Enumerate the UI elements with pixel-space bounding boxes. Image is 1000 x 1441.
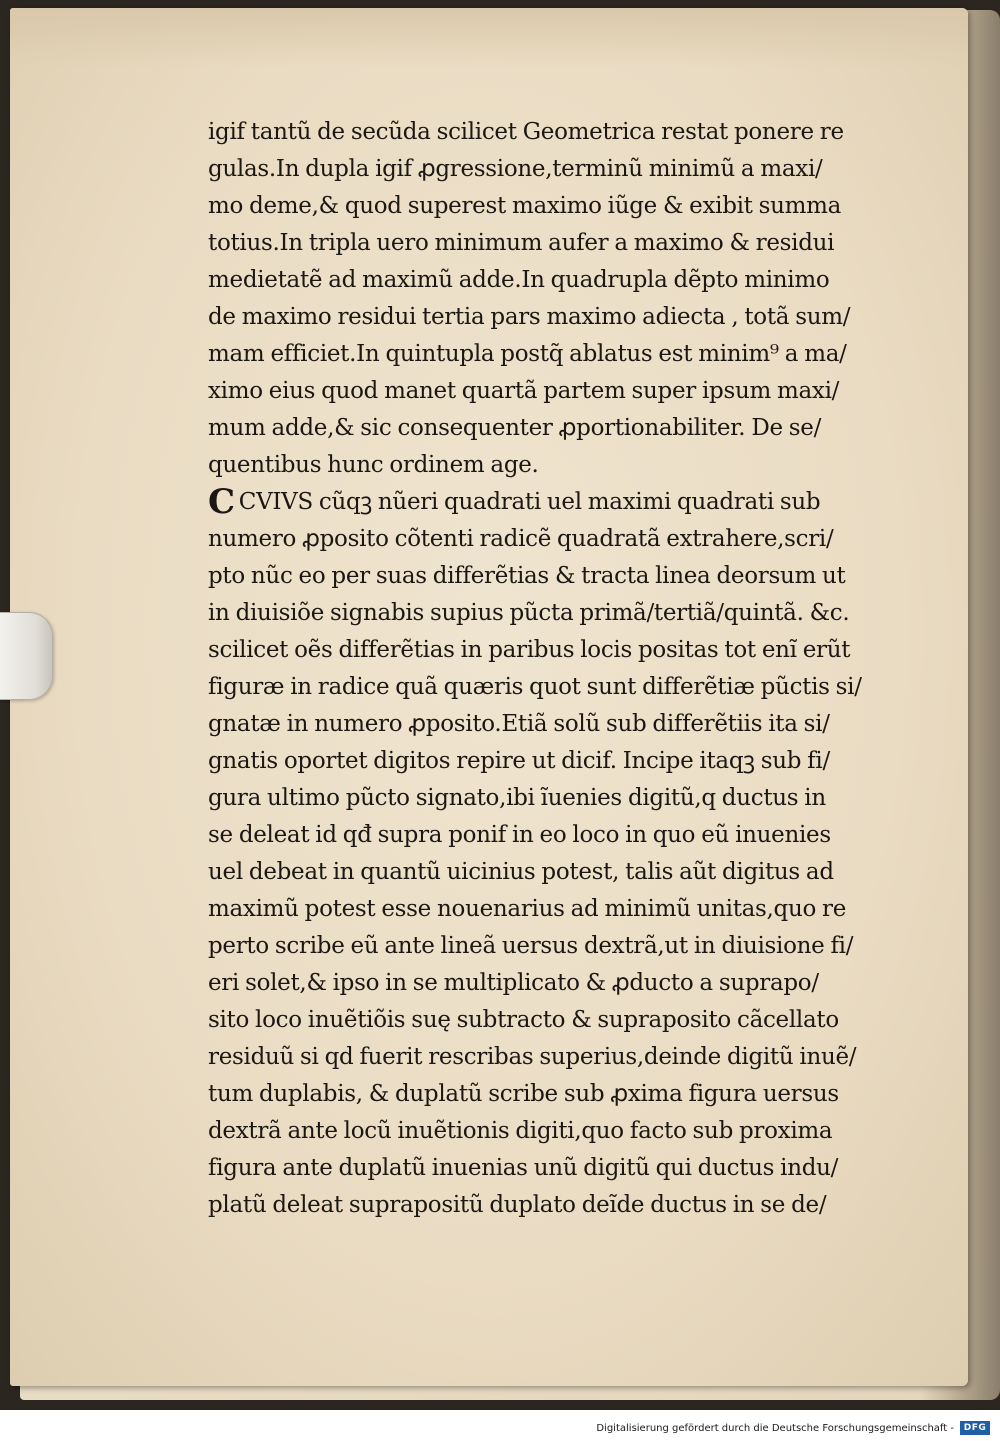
text-line: de maximo residui tertia pars maximo adiecta , totã sum/ bbox=[208, 304, 851, 330]
text-line: residuũ si qd fuerit rescribas superius,deinde digitũ inuẽ/ bbox=[208, 1044, 857, 1070]
dfg-logo-icon[interactable]: DFG bbox=[960, 1421, 990, 1435]
text-line: eri solet,& ipso in se multiplicato & ꝓducto a suprapo/ bbox=[208, 970, 819, 996]
text-line: mam efficiet.In quintupla postq̃ ablatus est minim⁹ a ma/ bbox=[208, 341, 847, 367]
section-line-text: CVIVS cũqꝫ nũeri quadrati uel maximi quadrati sub bbox=[238, 489, 821, 515]
page-text-block bbox=[208, 114, 898, 1224]
pilcrow-initial: C bbox=[208, 482, 235, 522]
text-line: medietatẽ ad maximũ adde.In quadrupla dẽpto minimo bbox=[208, 267, 830, 293]
section-first-line bbox=[208, 484, 898, 521]
page-top-shadow bbox=[10, 8, 968, 68]
text-line: dextrã ante locũ inuẽtionis digiti,quo facto sub proxima bbox=[208, 1118, 833, 1144]
text-line: gnatis oportet digitos repire ut dicif. Incipe itaqꝫ sub fi/ bbox=[208, 748, 830, 774]
text-line: tum duplabis, & duplatũ scribe sub ꝓxima figura uersus bbox=[208, 1081, 839, 1107]
text-line: se deleat id qđ supra ponif in eo loco in quo eũ inuenies bbox=[208, 822, 831, 848]
text-line: igif tantũ de secũda scilicet Geometrica restat ponere re bbox=[208, 119, 844, 145]
footer-credit: Digitalisierung gefördert durch die Deutsche Forschungsgemeinschaft - bbox=[596, 1423, 954, 1434]
text-line: gulas.In dupla igif ꝓgressione,terminũ minimũ a maxi/ bbox=[208, 156, 823, 182]
text-line: sito loco inuẽtiõis suę subtracto & supraposito cãcellato bbox=[208, 1007, 839, 1033]
text-line: figura ante duplatũ inuenias unũ digitũ qui ductus indu/ bbox=[208, 1155, 839, 1181]
text-line: figuræ in radice quã quæris quot sunt differẽtiæ pũctis si/ bbox=[208, 674, 862, 700]
text-line: totius.In tripla uero minimum aufer a maximo & residui bbox=[208, 230, 835, 256]
text-line: numero ꝓposito cõtenti radicẽ quadratã extrahere,scri/ bbox=[208, 526, 834, 552]
text-line: mo deme,& quod superest maximo iũge & exibit summa bbox=[208, 193, 842, 219]
text-line: quentibus hunc ordinem age. bbox=[208, 452, 539, 478]
text-line: ximo eius quod manet quartã partem super ipsum maxi/ bbox=[208, 378, 840, 404]
text-line: maximũ potest esse nouenarius ad minimũ unitas,quo re bbox=[208, 896, 847, 922]
text-line: scilicet oẽs differẽtias in paribus locis positas tot enĩ erũt bbox=[208, 637, 851, 663]
text-line: pto nũc eo per suas differẽtias & tracta linea deorsum ut bbox=[208, 563, 846, 589]
text-line: gnatæ in numero ꝓposito.Etiã solũ sub differẽtiis ita si/ bbox=[208, 711, 830, 737]
text-line: uel debeat in quantũ uicinius potest, talis aũt digitus ad bbox=[208, 859, 834, 885]
text-line: platũ deleat suprapositũ duplato deĩde ductus in se de/ bbox=[208, 1192, 827, 1218]
paper-clip-tab bbox=[0, 612, 53, 700]
text-line: in diuisiõe signabis supius pũcta primã/tertiã/quintã. &c. bbox=[208, 600, 850, 626]
text-line: gura ultimo pũcto signato,ibi ĩuenies digitũ,q ductus in bbox=[208, 785, 826, 811]
text-line: perto scribe eũ ante lineã uersus dextrã,ut in diuisione fi/ bbox=[208, 933, 854, 959]
text-line: mum adde,& sic consequenter ꝓportionabiliter. De se/ bbox=[208, 415, 822, 441]
